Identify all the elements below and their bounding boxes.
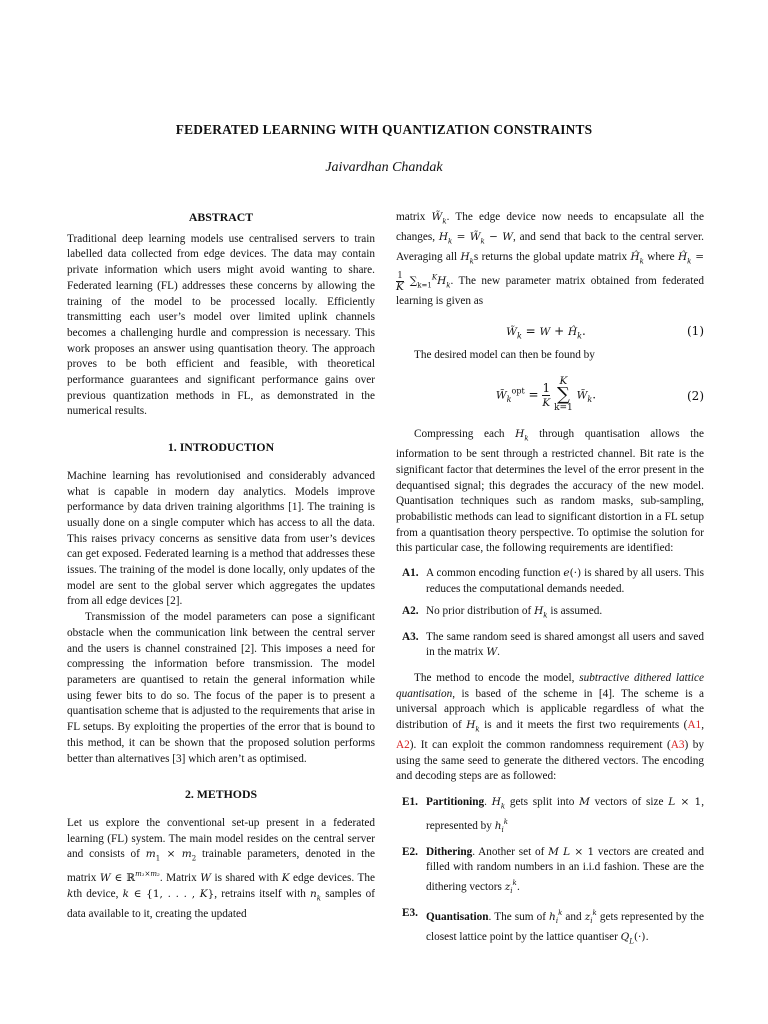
ref-a3-link[interactable]: A3 xyxy=(670,739,685,751)
encoding-steps xyxy=(396,795,704,949)
requirement-a1: A1. A common encoding function e(·) is shared by all users. This reduces the computational demands needed. xyxy=(402,567,704,595)
ref-a2-link[interactable]: A2 xyxy=(396,739,410,751)
equation-1: $W̃_k = W$ + $Ĥ_k$. (1) xyxy=(506,323,704,340)
left-column xyxy=(67,210,375,922)
intro-heading: 1. INTRODUCTION xyxy=(167,440,275,455)
paper-title: FEDERATED LEARNING WITH QUANTIZATION CONSTRAINTS xyxy=(175,122,593,137)
abstract-text: Traditional deep learning models use centralised servers to train labelled data collected from edge devices. The data may contain private information which users might avoid wanting to share. Federated learning (FL) addresses these concerns by allowing the training of the model to be processed locally. Efficiently transmitting each user’s model over limited uplink channels becomes a challenging hurdle and compression is necessary. This work proposes an answer using quantisation theory. The approach proves to be both efficient and feasible, with theoretical performance guarantees and significant performance gains over previous quantization methods in FL, as demonstrated in the numerical results. xyxy=(67,232,375,418)
requirements-list xyxy=(396,566,704,661)
requirement-a2: A2. No prior distribution of $H_k$ is assumed. xyxy=(402,604,603,619)
equation-2: $W̃_k^{opt}$ = $\frac{1}{K}$ K ∑ k=1 $W̃_k$. (2) xyxy=(495,375,704,414)
author-name: Jaivardhan Chandak xyxy=(325,160,443,175)
intro-paragraph-2: Transmission of the model parameters can pose a significant obstacle when the communication link between the central server and the users is channel constrained [2]. This imposes a need for compressing the information before transmission. The model parameters are quantised to retain the general information while using fewer bits to do so. The focus of the paper is to present a quantisation scheme that is adjusted to the requirements that arise in FL setups. By exploiting the properties of the error that is bound to this method, it can be shown that the proposed solution performs better than alternatives [3] which aren’t as optimised. xyxy=(67,611,375,765)
methods-continuation: matrix $W̃_k$. The edge device now needs to encapsulate all the changes, $H_k$ = $W̃_k - W$, and send that back to the central server. Averaging all $H_ks$ returns the global update matrix $Ĥ_k$ where $Ĥ_k$ = $\frac{1}{K}$ $\sum_{k=1}^KH_k$. The new parameter matrix obtained from federated learning is given as xyxy=(396,211,705,307)
step-e1: E1. Partitioning. $H_k$ gets split into M vectors of size L × 1, represented by $h_i^k$ xyxy=(402,796,704,835)
desired-model-text: The desired model can then be found by xyxy=(414,348,595,361)
ref-a1-link[interactable]: A1 xyxy=(687,719,702,732)
abstract-heading: ABSTRACT xyxy=(188,210,254,224)
equation-1-number: (1) xyxy=(687,323,704,338)
step-e3: E3. Quantisation. The sum of $h_i^k$ and $z_i^k$ gets represented by the closest lattice point by the lattice quantiser $Q_L(\cdot)$. xyxy=(402,906,704,945)
methods-paragraph-1: Let us explore the conventional set-up present in a federated learning (FL) system. The main model resides on the central server and consists of $m_1 \times m_2$ trainable parameters, denoted in the matrix W ∈ ℝ$^{m_1\times m_2}$. Matrix W is shared with K edge devices. The kth device, k ∈ {1, . . . , K}, retrains itself with $n_k$ samples of data available to it, creating the updated xyxy=(67,816,375,920)
step-e2: E2. Dithering. Another set of M L × 1 vectors are created and filled with random numbers in an i.i.d fashion. These are the dithering vectors $z_i^k$. xyxy=(402,845,705,896)
requirement-a3: A3. The same random seed is shared amongst all users and saved in the matrix W. xyxy=(402,630,704,659)
equation-2-number: (2) xyxy=(687,389,704,404)
compress-paragraph: Compressing each $H_k$ through quantisation allows the information to be sent through a restricted channel. Bit rate is the significant factor that determines the level of the error present in the dequantised signal; this degrades the accuracy of the new model. Quantisation techniques such as random masks, sub-sampling, probabilistic methods can lead to significant distortion in a FL setup from a quantisation theory perspective. To optimise the solution for this particular case, the following requirements are identified: xyxy=(396,428,705,555)
method-paragraph: The method to encode the model, subtractive dithered lattice quantisation, is based of the scheme in [4]. The scheme is a universal approach which is applicable regardless of what the distribution of $H_k$ is and it meets the first two requirements (A1, A2). It can exploit the common randomness requirement (A3) by using the same seed to generate the dithered vectors. The encoding and decoding steps are as followed: xyxy=(396,671,704,783)
methods-heading: 2. METHODS xyxy=(184,787,258,802)
right-column xyxy=(396,210,704,950)
intro-paragraph-1: Machine learning has revolutionised and considerably advanced what is capable in modern day analytics. Models improve performance by data driven training algorithms [1]. The training is usually done on a single computer which has access to all the data. This raises privacy concerns as sensitive data from user’s devices can get exposed. Federated learning is a method that addresses these issues. The training of the model is done locally, only updates of the model are sent to the global server which aggregates the updates from all edge devices [2]. xyxy=(67,469,375,608)
